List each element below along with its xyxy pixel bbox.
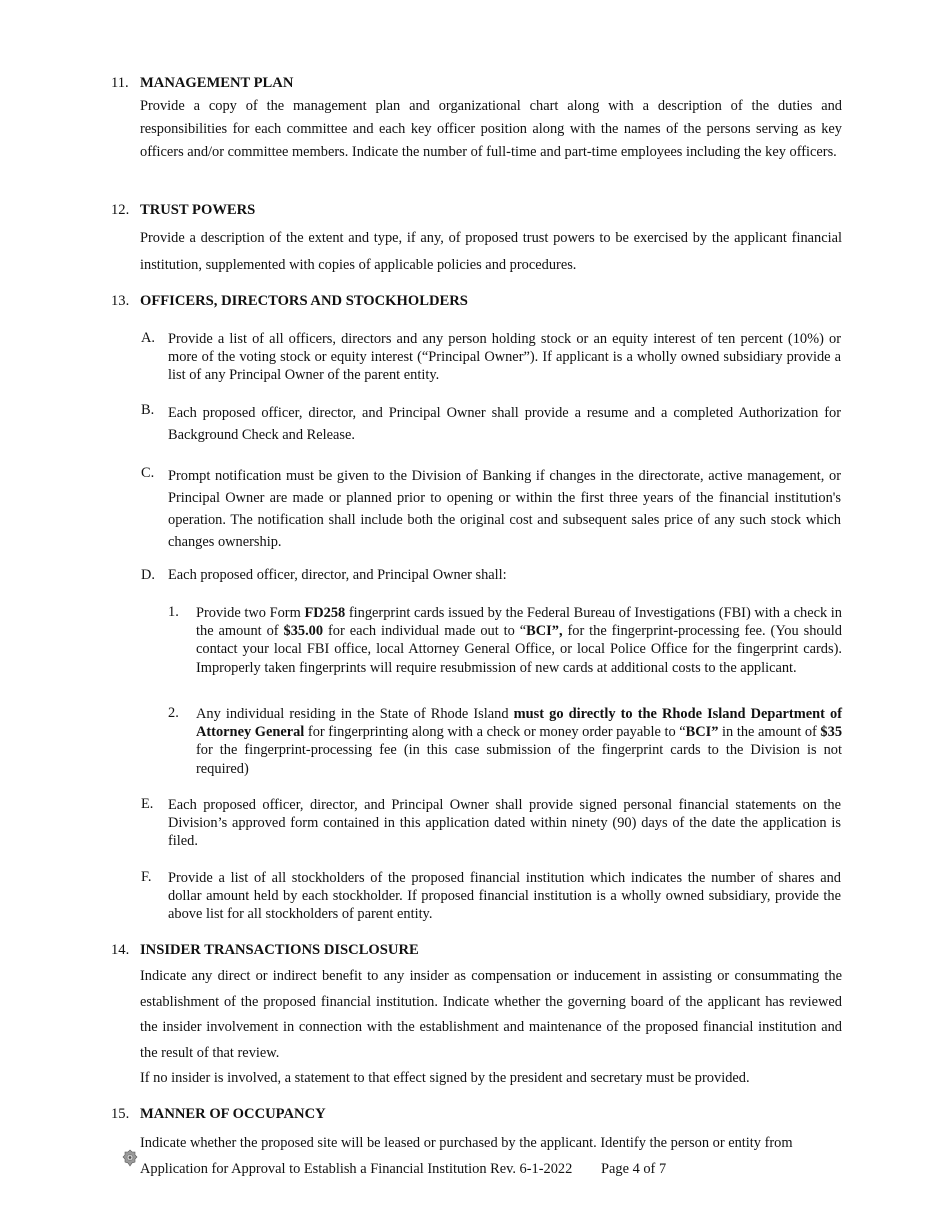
item-e-text: Each proposed officer, director, and Principal Owner shall provide signed personal financial statements on the Division’s approved form contained in this application dated within ninety (90) days of the date the application is filed. (168, 797, 841, 850)
item-c-text: Prompt notification must be given to the Division of Banking if changes in the directorate, active management, or Principal Owner are made or planned prior to opening or within the first three years of the financial institution's operation. The notification shall include both the original cost and subsequent sales price of any such stock which changes ownership. (168, 468, 841, 550)
item-d1-text: Provide two Form FD258 fingerprint cards issued by the Federal Bureau of Investigations (FBI) with a check in the amount of $35.00 for each individual made out to “BCI”, for the fingerprint-processing fee. (You should contact your local FBI office, local Attorney General Office, or local Police Office for the fingerprint cards). Improperly taken fingerprints will require resubmission of new cards at additional costs to the applicant. (196, 605, 842, 676)
section-13-number: 13. (111, 293, 130, 309)
section-15-number: 15. (111, 1106, 130, 1122)
section-14-number: 14. (111, 942, 130, 958)
section-14-title: INSIDER TRANSACTIONS DISCLOSURE (140, 942, 419, 958)
section-15-body: Indicate whether the proposed site will be leased or purchased by the applicant. Identify the person or entity from (140, 1135, 793, 1151)
item-d2-number: 2. (168, 705, 179, 721)
state-seal-icon (122, 1149, 138, 1167)
item-e-letter: E. (141, 796, 154, 812)
section-15-title: MANNER OF OCCUPANCY (140, 1106, 326, 1122)
item-d2-text: Any individual residing in the State of Rhode Island must go directly to the Rhode Island Department of Attorney General for fingerprinting along with a check or money order payable to “BCI” in the amount of $35 for the fingerprint-processing fee (in this case submission of the fingerprint cards to the Division is not required) (196, 706, 843, 777)
item-d-letter: D. (141, 567, 155, 583)
item-f-letter: F. (141, 869, 152, 885)
section-11-title: MANAGEMENT PLAN (140, 75, 294, 91)
item-b-text: Each proposed officer, director, and Principal Owner shall provide a resume and a completed Authorization for Background Check and Release. (168, 405, 841, 443)
section-11-number: 11. (111, 75, 129, 91)
item-d-text: Each proposed officer, director, and Principal Owner shall: (168, 567, 507, 583)
section-14-body: Indicate any direct or indirect benefit to any insider as compensation or inducement in assisting or consummating the establishment of the proposed financial institution. Indicate whether the governing board of the applicant has reviewed the insider involvement in connection with the establishment and maintenance of the proposed financial institution and the result of that review. (140, 968, 842, 1062)
item-f-text: Provide a list of all stockholders of the proposed financial institution which indicates the number of shares and dollar amount held by each stockholder. If proposed financial institution is a wholly owned subsidiary, provide the above list for all stockholders of parent entity. (168, 870, 841, 923)
section-12-body: Provide a description of the extent and type, if any, of proposed trust powers to be exercised by the applicant financial institution, supplemented with copies of applicable policies and procedures. (140, 230, 842, 273)
item-c-letter: C. (141, 465, 155, 481)
item-a-text: Provide a list of all officers, directors and any person holding stock or an equity interest of ten percent (10%) or more of the voting stock or equity interest (“Principal Owner”). If applicant is a wholly owned subsidiary provide a list of any Principal Owner of the parent entity. (168, 331, 841, 384)
item-b-letter: B. (141, 402, 155, 418)
item-a-letter: A. (141, 330, 155, 346)
section-13-title: OFFICERS, DIRECTORS AND STOCKHOLDERS (140, 293, 468, 309)
section-12-title: TRUST POWERS (140, 202, 256, 218)
footer-page-number: Page 4 of 7 (601, 1161, 667, 1177)
section-12-number: 12. (111, 202, 130, 218)
item-d1-number: 1. (168, 604, 179, 620)
section-14-body-2: If no insider is involved, a statement to that effect signed by the president and secretary must be provided. (140, 1070, 750, 1086)
footer-form-title: Application for Approval to Establish a Financial Institution Rev. 6-1-2022 (140, 1161, 573, 1177)
section-11-body: Provide a copy of the management plan and organizational chart along with a description of the duties and responsibilities for each committee and each key officer position along with the names of the persons serving as key officers and/or committee members. Indicate the number of full-time and part-time employees including the key officers. (140, 98, 842, 160)
